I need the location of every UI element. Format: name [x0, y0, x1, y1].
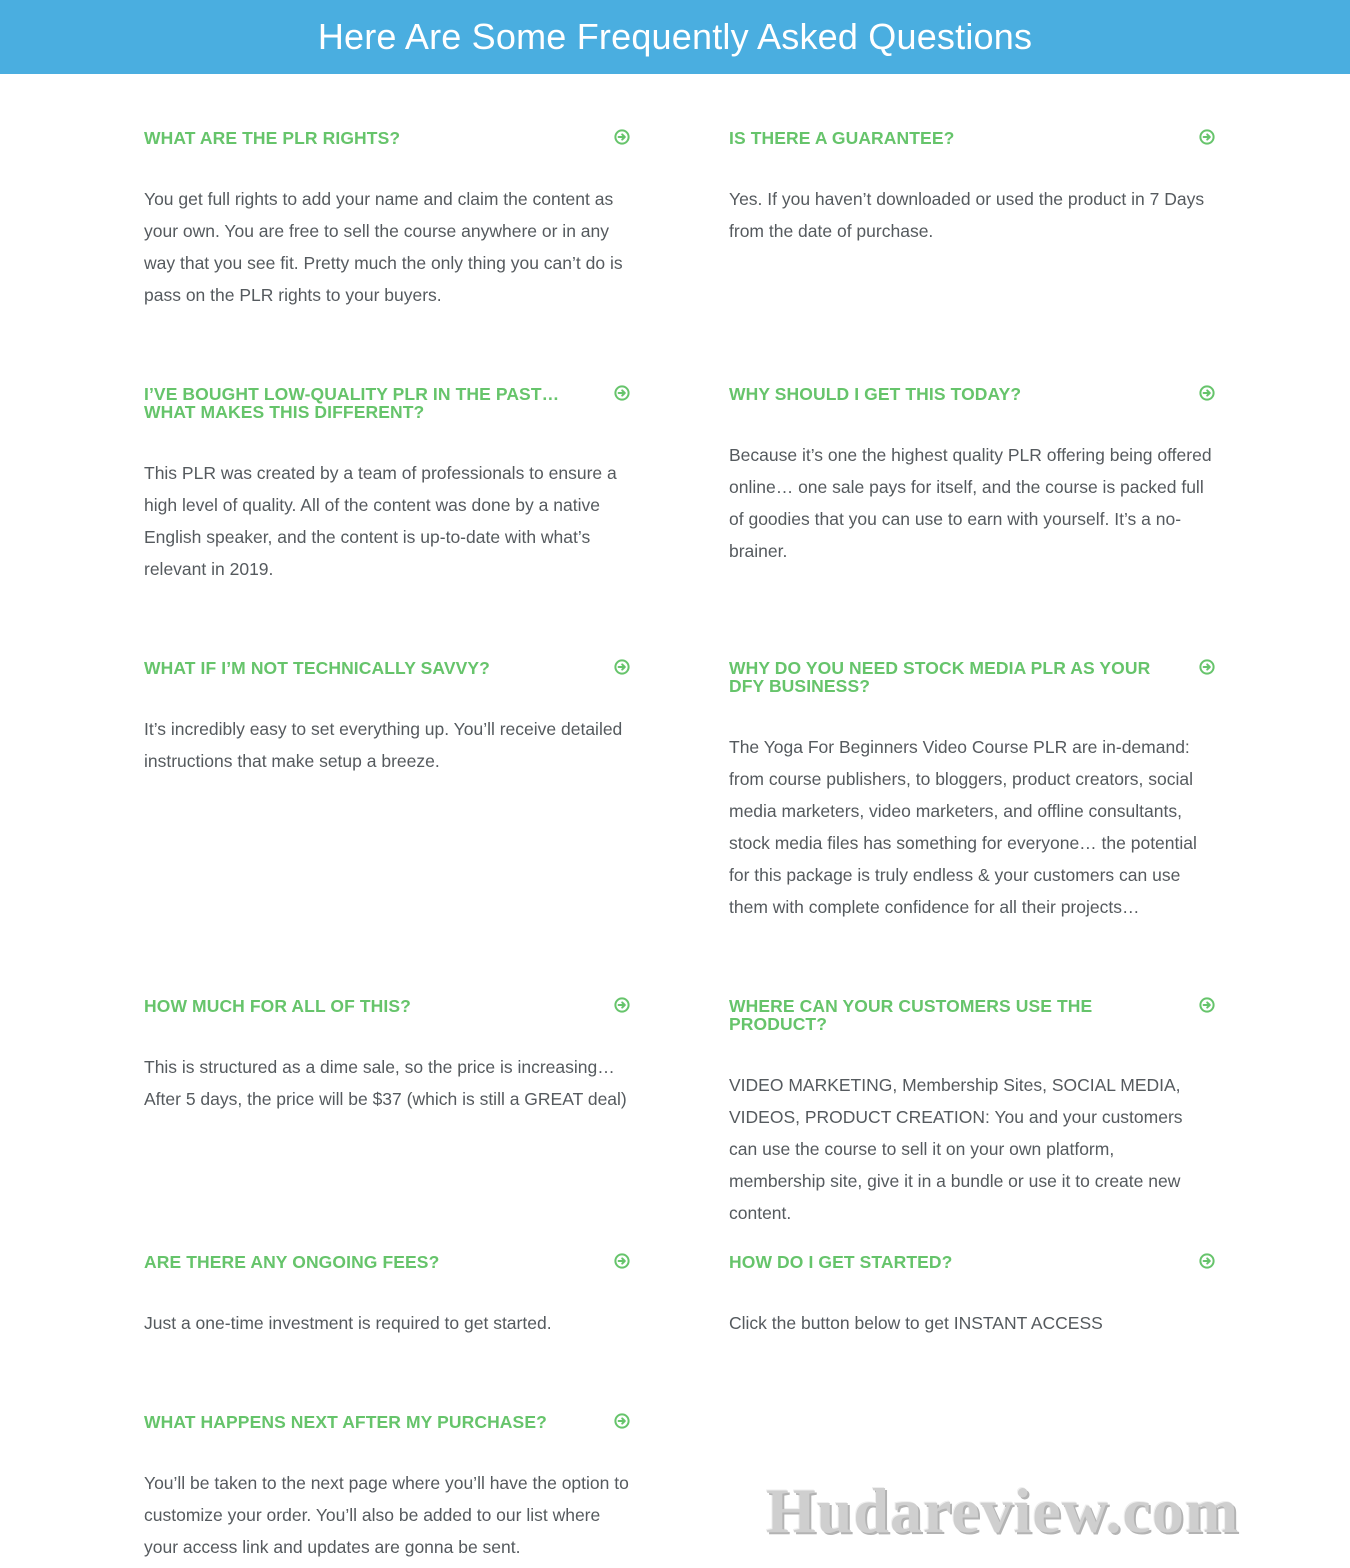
faq-item-why-today[interactable]	[729, 385, 1215, 567]
circle-arrow-right-icon[interactable]	[1199, 659, 1215, 675]
faq-answer: Yes. If you haven’t downloaded or used the product in 7 Days from the date of purchase.	[729, 189, 1205, 241]
faq-answer: This PLR was created by a team of professionals to ensure a high level of quality. All of the content was done by a native English speaker, and the content is up-to-date with what’s relevant in 2019.	[144, 463, 617, 579]
faq-item-how-much[interactable]	[144, 997, 630, 1115]
faq-question[interactable]: IS THERE A GUARANTEE?	[729, 129, 1215, 147]
faq-question[interactable]: HOW DO I GET STARTED?	[729, 1253, 1215, 1271]
faq-answer: The Yoga For Beginners Video Course PLR are in-demand: from course publishers, to bloggers, product creators, social media marketers, video marketers, and offline consultants, stock media files has something for everyone… the potential for this package is truly endless & your customers can use them with complete confidence for all their projects…	[729, 737, 1197, 917]
faq-answer: Just a one-time investment is required to get started.	[144, 1313, 552, 1333]
faq-item-plr-rights[interactable]	[144, 129, 630, 311]
faq-answer: You get full rights to add your name and claim the content as your own. You are free to sell the course anywhere or in any way that you see fit. Pretty much the only thing you can’t do is pass on the PLR rights to your buyers.	[144, 189, 623, 305]
site-watermark: Hudareview.com	[766, 1475, 1240, 1546]
faq-question[interactable]: ARE THERE ANY ONGOING FEES?	[144, 1253, 630, 1271]
faq-answer: It’s incredibly easy to set everything up. You’ll receive detailed instructions that make setup a breeze.	[144, 719, 623, 771]
faq-answer: This is structured as a dime sale, so the price is increasing… After 5 days, the price will be $37 (which is still a GREAT deal)	[144, 1057, 627, 1109]
circle-arrow-right-icon[interactable]	[1199, 129, 1215, 145]
faq-item-ongoing-fees[interactable]	[144, 1253, 630, 1339]
faq-item-not-tech-savvy[interactable]	[144, 659, 630, 777]
faq-question[interactable]: WHY DO YOU NEED STOCK MEDIA PLR AS YOUR DFY BUSINESS?	[729, 659, 1215, 695]
circle-arrow-right-icon[interactable]	[614, 1413, 630, 1429]
faq-question[interactable]: WHAT HAPPENS NEXT AFTER MY PURCHASE?	[144, 1413, 630, 1431]
faq-item-get-started[interactable]	[729, 1253, 1215, 1339]
circle-arrow-right-icon[interactable]	[614, 659, 630, 675]
page-title: Here Are Some Frequently Asked Questions	[317, 16, 1033, 57]
circle-arrow-right-icon[interactable]	[614, 1253, 630, 1269]
faq-answer: You’ll be taken to the next page where you’ll have the option to customize your order. You’ll also be added to our list where your access link and updates are gonna be sent.	[144, 1473, 629, 1557]
faq-header-banner	[0, 0, 1350, 74]
faq-question[interactable]: WHY SHOULD I GET THIS TODAY?	[729, 385, 1215, 403]
circle-arrow-right-icon[interactable]	[1199, 1253, 1215, 1269]
faq-item-after-purchase[interactable]	[144, 1413, 630, 1563]
circle-arrow-right-icon[interactable]	[1199, 997, 1215, 1013]
faq-item-stock-media-plr[interactable]	[729, 659, 1215, 923]
faq-question[interactable]: WHAT IF I’M NOT TECHNICALLY SAVVY?	[144, 659, 630, 677]
faq-question[interactable]: WHAT ARE THE PLR RIGHTS?	[144, 129, 630, 147]
circle-arrow-right-icon[interactable]	[614, 129, 630, 145]
circle-arrow-right-icon[interactable]	[614, 385, 630, 401]
faq-item-where-use[interactable]	[729, 997, 1215, 1229]
faq-answer: Because it’s one the highest quality PLR offering being offered online… one sale pays for itself, and the course is packed full of goodies that you can use to earn with yourself. It’s a no-brainer.	[729, 445, 1212, 561]
faq-item-low-quality-plr[interactable]	[144, 385, 630, 585]
faq-question[interactable]: HOW MUCH FOR ALL OF THIS?	[144, 997, 630, 1015]
circle-arrow-right-icon[interactable]	[1199, 385, 1215, 401]
faq-answer: VIDEO MARKETING, Membership Sites, SOCIAL MEDIA, VIDEOS, PRODUCT CREATION: You and your customers can use the course to sell it on your own platform, membership site, give it in a bundle or use it to create new content.	[729, 1075, 1183, 1223]
faq-question[interactable]: WHERE CAN YOUR CUSTOMERS USE THE PRODUCT?	[729, 997, 1215, 1033]
faq-question[interactable]: I’VE BOUGHT LOW-QUALITY PLR IN THE PAST… WHAT MAKES THIS DIFFERENT?	[144, 385, 630, 421]
circle-arrow-right-icon[interactable]	[614, 997, 630, 1013]
faq-item-guarantee[interactable]	[729, 129, 1215, 247]
faq-answer: Click the button below to get INSTANT ACCESS	[729, 1313, 1103, 1333]
